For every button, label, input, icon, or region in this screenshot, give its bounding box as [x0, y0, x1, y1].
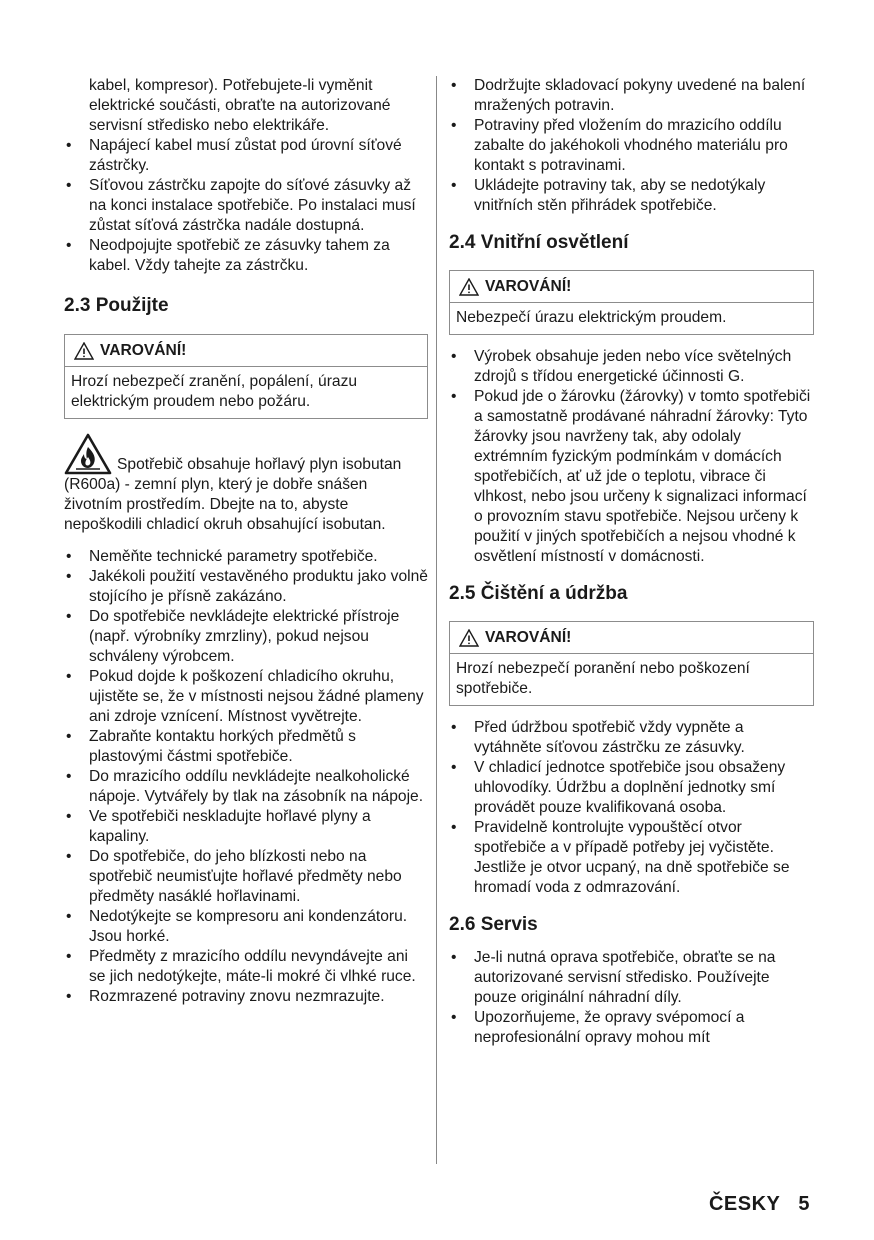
section-title-2-3: 2.3 Použijte [64, 295, 169, 316]
list-item: • Jakékoli použití vestavěného produktu jako volně stojícího je přísně zakázáno. [64, 567, 428, 607]
warning-header [450, 271, 813, 303]
list-item: • Upozorňujeme, že opravy svépomocí a neprofesionální opravy mohou mít [449, 1008, 814, 1048]
warning-label: VAROVÁNÍ! [485, 628, 572, 646]
list-item: • Předměty z mrazicího oddílu nevyndávejte ani se jich nedotýkejte, máte-li mokré či vlhké ruce. [64, 947, 428, 987]
flammable-warning-icon [64, 433, 112, 475]
column-divider [436, 76, 437, 1164]
lighting-bullet-list [449, 347, 814, 567]
list-item: • Neodpojujte spotřebič ze zásuvky tahem za kabel. Vždy tahejte za zástrčku. [64, 236, 428, 276]
list-item: • Je-li nutná oprava spotřebiče, obraťte se na autorizované servisní středisko. Používejte pouze originální náhradní díly. [449, 948, 814, 1008]
list-item: • Pravidelně kontrolujte vypouštěcí otvor spotřebiče a v případě potřeby jej vyčistěte. Jestliže je otvor ucpaný, na dně spotřebiče se hromadí voda z odmrazování. [449, 818, 814, 898]
usage-bullet-list [64, 547, 428, 1007]
list-item: • Ukládejte potraviny tak, aby se nedotýkaly vnitřních stěn přihrádek spotřebiče. [449, 176, 814, 216]
warning-label: VAROVÁNÍ! [100, 341, 187, 359]
section-title-2-5: 2.5 Čištění a údržba [449, 583, 628, 604]
page-number: 5 [798, 1193, 810, 1215]
warning-text: Nebezpečí úrazu elektrickým proudem. [456, 309, 727, 326]
list-item: • Rozmrazené potraviny znovu nezmrazujte. [64, 987, 428, 1007]
warning-box-2-5 [449, 621, 814, 706]
left-column [64, 76, 428, 1007]
warning-box-2-3 [64, 334, 428, 419]
service-bullet-list [449, 948, 814, 1048]
warning-triangle-icon [459, 278, 479, 296]
warning-label: VAROVÁNÍ! [485, 277, 572, 295]
list-item: • Do spotřebiče nevkládejte elektrické přístroje (např. výrobníky zmrzliny), pokud nejsou schváleny výrobcem. [64, 607, 428, 667]
warning-triangle-icon [459, 629, 479, 647]
list-item: • V chladicí jednotce spotřebiče jsou obsaženy uhlovodíky. Údržbu a doplnění jednotky smí provádět pouze kvalifikovaná osoba. [449, 758, 814, 818]
list-item: • Napájecí kabel musí zůstat pod úrovní síťové zástrčky. [64, 136, 428, 176]
list-item: • Neměňte technické parametry spotřebiče. [64, 547, 428, 567]
list-item: • Potraviny před vložením do mrazicího oddílu zabalte do jakéhokoli vhodného materiálu pro kontakt s potravinami. [449, 116, 814, 176]
flammable-text: Spotřebič obsahuje hořlavý plyn isobutan (R600a) - zemní plyn, který je dobře snášen životním prostředím. Dbejte na to, abyste nepoškodili chladicí okruh obsahující isobutan. [64, 456, 402, 533]
page-footer [709, 1192, 810, 1216]
section-title-2-4: 2.4 Vnitřní osvětlení [449, 232, 629, 253]
list-item: • Nedotýkejte se kompresoru ani kondenzátoru. Jsou horké. [64, 907, 428, 947]
footer-language: ČESKY [708, 1193, 781, 1215]
list-item: • Pokud dojde k poškození chladicího okruhu, ujistěte se, že v místnosti nejsou žádné plameny ani zdroje vznícení. Místnost vyvětrejte. [64, 667, 428, 727]
list-item: • Ve spotřebiči neskladujte hořlavé plyny a kapaliny. [64, 807, 428, 847]
warning-header [450, 622, 813, 654]
warning-box-2-4 [449, 270, 814, 335]
list-item: • Síťovou zástrčku zapojte do síťové zásuvky až na konci instalace spotřebiče. Po instalaci musí zůstat síťová zástrčka nadále dostupná. [64, 176, 428, 236]
list-item: • Zabraňte kontaktu horkých předmětů s plastovými částmi spotřebiče. [64, 727, 428, 767]
list-item: • Do mrazicího oddílu nevkládejte nealkoholické nápoje. Vytvářely by tlak na zásobník na nápoje. [64, 767, 428, 807]
list-item: • Výrobek obsahuje jeden nebo více světelných zdrojů s třídou energetické účinnosti G. [449, 347, 814, 387]
list-item: • Před údržbou spotřebič vždy vypněte a vytáhněte síťovou zástrčku ze zásuvky. [449, 718, 814, 758]
list-item: • Do spotřebiče, do jeho blízkosti nebo na spotřebič neumisťujte hořlavé předměty nebo předměty nasáklé hořlavinami. [64, 847, 428, 907]
storage-bullet-list [449, 76, 814, 216]
warning-text: Hrozí nebezpečí poranění nebo poškození spotřebiče. [456, 660, 750, 697]
list-item: • Dodržujte skladovací pokyny uvedené na balení mražených potravin. [449, 76, 814, 116]
flammable-notice [64, 433, 428, 535]
list-item: • Pokud jde o žárovku (žárovky) v tomto spotřebiči a samostatně prodávané náhradní žárovky: Tyto žárovky jsou navrženy tak, aby odolaly extrémním fyzickým podmínkám v domácích spotřebičích, ať už jde o teplotu, vibrace či vlhkost, nebo jsou určeny k signalizaci informací o provozním stavu spotřebiče. Nejsou určeny k použití v jiných spotřebičích a nejsou vhodné k osvětlení místností v domácnosti. [449, 387, 814, 567]
warning-text: Hrozí nebezpečí zranění, popálení, úrazu elektrickým proudem nebo požáru. [71, 373, 358, 410]
intro-bullet-list [64, 136, 428, 276]
cleaning-bullet-list [449, 718, 814, 898]
warning-header [65, 335, 427, 367]
right-column [449, 76, 814, 1048]
warning-triangle-icon [74, 342, 94, 360]
intro-continuation: kabel, kompresor). Potřebujete-li vyměnit elektrické součásti, obraťte na autorizované servisní středisko nebo elektrikáře. [89, 77, 391, 134]
section-title-2-6: 2.6 Servis [449, 914, 538, 935]
